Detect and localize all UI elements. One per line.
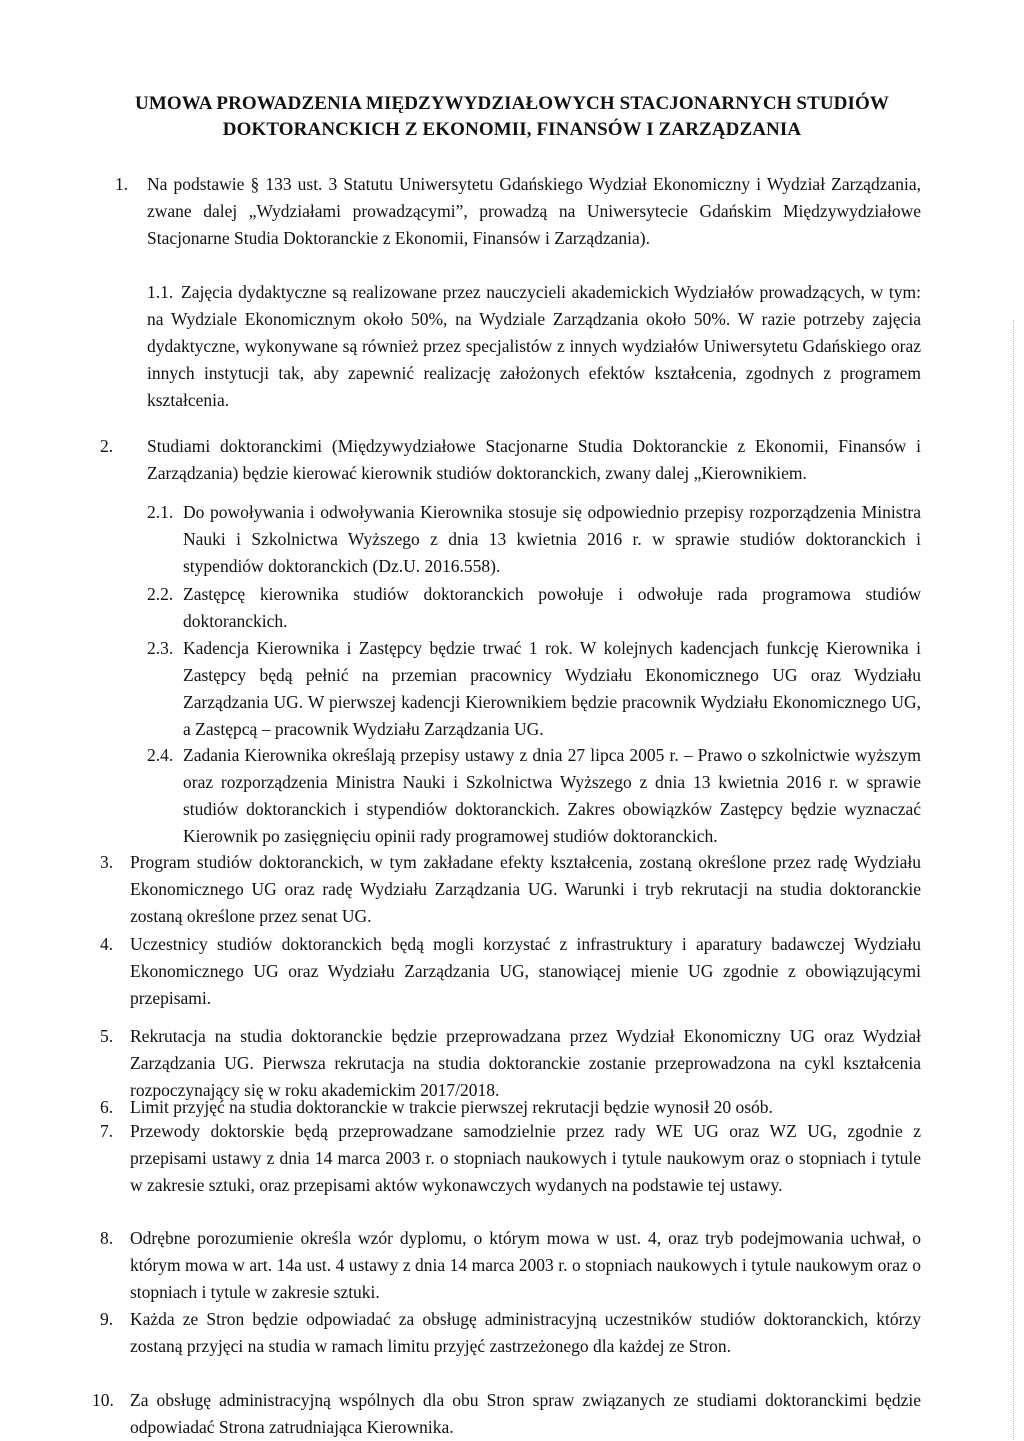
scan-margin-line xyxy=(1013,320,1014,1440)
section-10-number: 10. xyxy=(92,1390,114,1410)
section-9-number: 9. xyxy=(100,1309,114,1329)
section-7-text: Przewody doktorskie będą przeprowadzane samodzielnie przez rady WE UG oraz WZ UG, zgodnie z przepisami ustawy z dnia 14 marca 2003 r. o stopniach naukowych i tytule naukowym oraz o stopniach i tytule w zakresie sztuki, oraz przepisami aktów wykonawczych wydanych na podstawie tej ustawy. xyxy=(130,1121,921,1195)
section-7-number: 7. xyxy=(100,1121,114,1141)
section-4-number: 4. xyxy=(100,934,114,954)
section-1-number: 1. xyxy=(115,174,129,194)
section-4-text: Uczestnicy studiów doktoranckich będą mogli korzystać z infrastruktury i aparatury badawczej Wydziału Ekonomicznego UG oraz Wydziału Zarządzania UG, stanowiącej mienie UG zgodnie z obowiązującymi przepisami. xyxy=(130,934,921,1008)
section-2-4-text: Zadania Kierownika określają przepisy ustawy z dnia 27 lipca 2005 r. – Prawo o szkolnictwie wyższym oraz rozporządzenia Ministra Nauki i Szkolnictwa Wyższego z dnia 13 kwietnia 2016 r. w sprawie studiów doktoranckich i stypendiów doktoranckich. Zakres obowiązków Zastępcy będzie wyznaczać Kierownik po zasięgnięciu opinii rady programowej studiów doktoranckich. xyxy=(183,745,921,846)
section-2-2-number: 2.2. xyxy=(147,584,174,604)
section-10-text: Za obsługę administracyjną wspólnych dla obu Stron spraw związanych ze studiami doktoranckimi będzie odpowiadać Strona zatrudniająca Kierownika. xyxy=(130,1390,921,1437)
section-2-3-text: Kadencja Kierownika i Zastępcy będzie trwać 1 rok. W kolejnych kadencjach funkcję Kierownika i Zastępcy będą pełnić na przemian pracownicy Wydziału Ekonomicznego UG oraz Wydziału Zarządzania UG. W pierwszej kadencji Kierownikiem będzie pracownik Wydziału Ekonomicznego UG, a Zastępcą – pracownik Wydziału Zarządzania UG. xyxy=(183,638,921,739)
section-8-text: Odrębne porozumienie określa wzór dyplomu, o którym mowa w ust. 4, oraz tryb podejmowania uchwał, o którym mowa w art. 14a ust. 4 ustawy z dnia 14 marca 2003 r. o stopniach naukowych i tytule naukowym oraz o stopniach i tytule w zakresie sztuki. xyxy=(130,1228,921,1302)
section-3-text: Program studiów doktoranckich, w tym zakładane efekty kształcenia, zostaną określone przez radę Wydziału Ekonomicznego UG oraz radę Wydziału Zarządzania UG. Warunki i tryb rekrutacji na studia doktoranckie zostaną określone przez senat UG. xyxy=(130,852,921,926)
section-3-number: 3. xyxy=(100,852,114,872)
section-2-4-number: 2.4. xyxy=(147,745,174,765)
section-2-1-text: Do powoływania i odwoływania Kierownika stosuje się odpowiednio przepisy rozporządzenia Ministra Nauki i Szkolnictwa Wyższego z dnia 13 kwietnia 2016 r. w sprawie studiów doktoranckich i stypendiów doktoranckich (Dz.U. 2016.558). xyxy=(183,502,921,576)
document-title-line-2: DOKTORANCKICH Z EKONOMII, FINANSÓW I ZARZĄDZANIA xyxy=(222,119,802,140)
section-1-text: Na podstawie § 133 ust. 3 Statutu Uniwersytetu Gdańskiego Wydział Ekonomiczny i Wydział Zarządzania, zwane dalej „Wydziałami prowadzącymi”, prowadzą na Uniwersytecie Gdańskim Międzywydziałowe Stacjonarne Studia Doktoranckie z Ekonomii, Finansów i Zarządzania). xyxy=(147,174,921,248)
section-5-text: Rekrutacja na studia doktoranckie będzie przeprowadzana przez Wydział Ekonomiczny UG oraz Wydział Zarządzania UG. Pierwsza rekrutacja na studia doktoranckie zostanie przeprowadzona na cykl kształcenia rozpoczynający się w roku akademickim 2017/2018. xyxy=(130,1026,921,1100)
section-9-text: Każda ze Stron będzie odpowiadać za obsługę administracyjną uczestników studiów doktoranckich, którzy zostaną przyjęci na studia w ramach limitu przyjęć zastrzeżonego dla każdej ze Stron. xyxy=(130,1309,921,1356)
section-6-number: 6. xyxy=(100,1097,114,1117)
document-title-line-1: UMOWA PROWADZENIA MIĘDZYWYDZIAŁOWYCH STACJONARNYCH STUDIÓW xyxy=(135,93,889,114)
section-5-number: 5. xyxy=(100,1026,114,1046)
section-2-text: Studiami doktoranckimi (Międzywydziałowe Stacjonarne Studia Doktoranckie z Ekonomii, Finansów i Zarządzania) będzie kierować kierownik studiów doktoranckich, zwany dalej „Kierownikiem. xyxy=(147,436,921,483)
section-1-1-number: 1.1. xyxy=(147,282,174,302)
section-2-1-number: 2.1. xyxy=(147,502,174,522)
section-8-number: 8. xyxy=(100,1228,114,1248)
section-2-number: 2. xyxy=(100,436,114,456)
section-6-text: Limit przyjęć na studia doktoranckie w trakcie pierwszej rekrutacji będzie wynosił 20 osób. xyxy=(130,1097,773,1117)
section-2-3-number: 2.3. xyxy=(147,638,174,658)
section-2-2-text: Zastępcę kierownika studiów doktoranckich powołuje i odwołuje rada programowa studiów doktoranckich. xyxy=(183,584,921,631)
section-1-1-text: Zajęcia dydaktyczne są realizowane przez nauczycieli akademickich Wydziałów prowadzących, w tym: na Wydziale Ekonomicznym około 50%, na Wydziale Zarządzania około 50%. W razie potrzeby zajęcia dydaktyczne, wykonywane są również przez specjalistów z innych wydziałów Uniwersytetu Gdańskiego oraz innych instytucji tak, aby zapewnić realizację założonych efektów kształcenia, zgodnych z programem kształcenia. xyxy=(147,282,921,410)
